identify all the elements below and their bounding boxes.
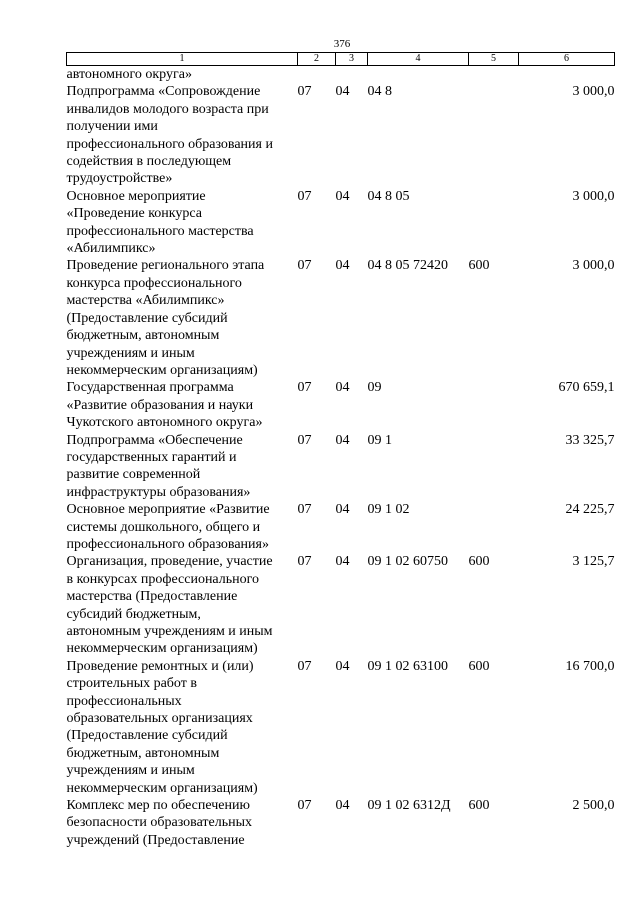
subsection-code-cell: 04: [335, 798, 350, 814]
section-code-cell: 07: [297, 554, 312, 570]
target-article-cell: 09 1 02 60750: [367, 554, 448, 570]
table-row: [67, 501, 615, 553]
item-name-cell: Государственная программа «Развитие образования и науки Чукотского автономного округа»: [66, 380, 263, 431]
section-code-cell: 07: [297, 84, 312, 100]
amount-cell: 3 000,0: [572, 84, 615, 100]
item-name-cell: Подпрограмма «Обеспечение государственных гарантий и развитие современной инфраструктуры образования»: [66, 432, 251, 500]
target-article-cell: 04 8 05 72420: [367, 258, 448, 274]
table-row: [67, 83, 615, 187]
amount-cell: 670 659,1: [558, 380, 615, 396]
column-header: 4: [368, 53, 469, 66]
expense-type-cell: [469, 66, 519, 84]
expense-type-cell: [469, 501, 519, 553]
section-code-cell: 07: [297, 380, 312, 396]
item-name-cell: Подпрограмма «Сопровождение инвалидов молодого возраста при получении ими профессионального образования и содействия в последующем трудоустройстве»: [66, 84, 273, 187]
column-header: 3: [336, 53, 368, 66]
amount-cell: [519, 66, 615, 84]
column-number-header: [67, 53, 615, 66]
section-code-cell: 07: [297, 258, 312, 274]
subsection-code-cell: 04: [335, 658, 350, 674]
budget-table: [66, 52, 615, 849]
table-row: [67, 797, 615, 849]
amount-cell: 3 125,7: [572, 554, 615, 570]
expense-type-cell: 600: [468, 798, 490, 814]
section-code-cell: 07: [297, 798, 312, 814]
item-name-cell: автономного округа»: [66, 67, 192, 82]
table-row: [67, 188, 615, 258]
amount-cell: 3 000,0: [572, 258, 615, 274]
target-article-cell: 09 1 02 6312Д: [367, 798, 451, 814]
item-name-cell: Основное мероприятие «Проведение конкурса профессионального мастерства «Абилимпикс»: [66, 188, 254, 257]
subsection-code-cell: 04: [335, 380, 350, 396]
target-article-cell: 09: [367, 380, 382, 396]
target-article-cell: 09 1: [367, 432, 392, 448]
amount-cell: 2 500,0: [572, 798, 615, 814]
subsection-code-cell: [336, 66, 368, 84]
expense-type-cell: [469, 83, 519, 187]
item-name-cell: Проведение регионального этапа конкурса профессионального мастерства «Абилимпикс» (Предоставление субсидий бюджетным, автономным учреждениям и иным некоммерческим организациям): [66, 258, 265, 378]
page-number: 376: [333, 38, 351, 50]
column-header: 2: [298, 53, 336, 66]
subsection-code-cell: 04: [335, 258, 350, 274]
item-name-cell: Организация, проведение, участие в конкурсах профессионального мастерства (Предоставление субсидий бюджетным, автономным учреждениям и иным некоммерческим организациям): [66, 554, 273, 657]
table-row: [67, 66, 615, 84]
expense-type-cell: 600: [468, 258, 490, 274]
section-code-cell: 07: [297, 502, 312, 518]
target-article-cell: 04 8 05: [367, 188, 410, 204]
section-code-cell: 07: [297, 658, 312, 674]
expense-type-cell: 600: [468, 658, 490, 674]
section-code-cell: [298, 66, 336, 84]
subsection-code-cell: 04: [335, 84, 350, 100]
expense-type-cell: [469, 432, 519, 502]
target-article-cell: 09 1 02 63100: [367, 658, 448, 674]
section-code-cell: 07: [297, 188, 312, 204]
item-name-cell: Проведение ремонтных и (или) строительных работ в профессиональных образовательных организациях (Предоставление субсидий бюджетным, автономным учреждениям и иным некоммерческим организациям): [66, 658, 258, 796]
item-name-cell: Комплекс мер по обеспечению безопасности образовательных учреждений (Предоставление: [66, 798, 253, 848]
item-name-cell: Основное мероприятие «Развитие системы дошкольного, общего и профессионального образования»: [66, 502, 270, 552]
table-row: [67, 257, 615, 379]
target-article-cell: 04 8: [367, 84, 392, 100]
amount-cell: 3 000,0: [572, 188, 615, 204]
subsection-code-cell: 04: [335, 502, 350, 518]
target-article-cell: 09 1 02: [367, 502, 410, 518]
table-row: [67, 432, 615, 502]
table-row: [67, 379, 615, 431]
amount-cell: 33 325,7: [565, 432, 615, 448]
expense-type-cell: [469, 379, 519, 431]
amount-cell: 16 700,0: [565, 658, 615, 674]
column-header: 6: [519, 53, 615, 66]
column-header: 1: [67, 53, 298, 66]
subsection-code-cell: 04: [335, 432, 350, 448]
expense-type-cell: [469, 188, 519, 258]
subsection-code-cell: 04: [335, 188, 350, 204]
section-code-cell: 07: [297, 432, 312, 448]
table-row: [67, 553, 615, 657]
amount-cell: 24 225,7: [565, 502, 615, 518]
expense-type-cell: 600: [468, 554, 490, 570]
table-row: [67, 658, 615, 797]
target-article-cell: [368, 66, 469, 84]
column-header: 5: [469, 53, 519, 66]
subsection-code-cell: 04: [335, 554, 350, 570]
